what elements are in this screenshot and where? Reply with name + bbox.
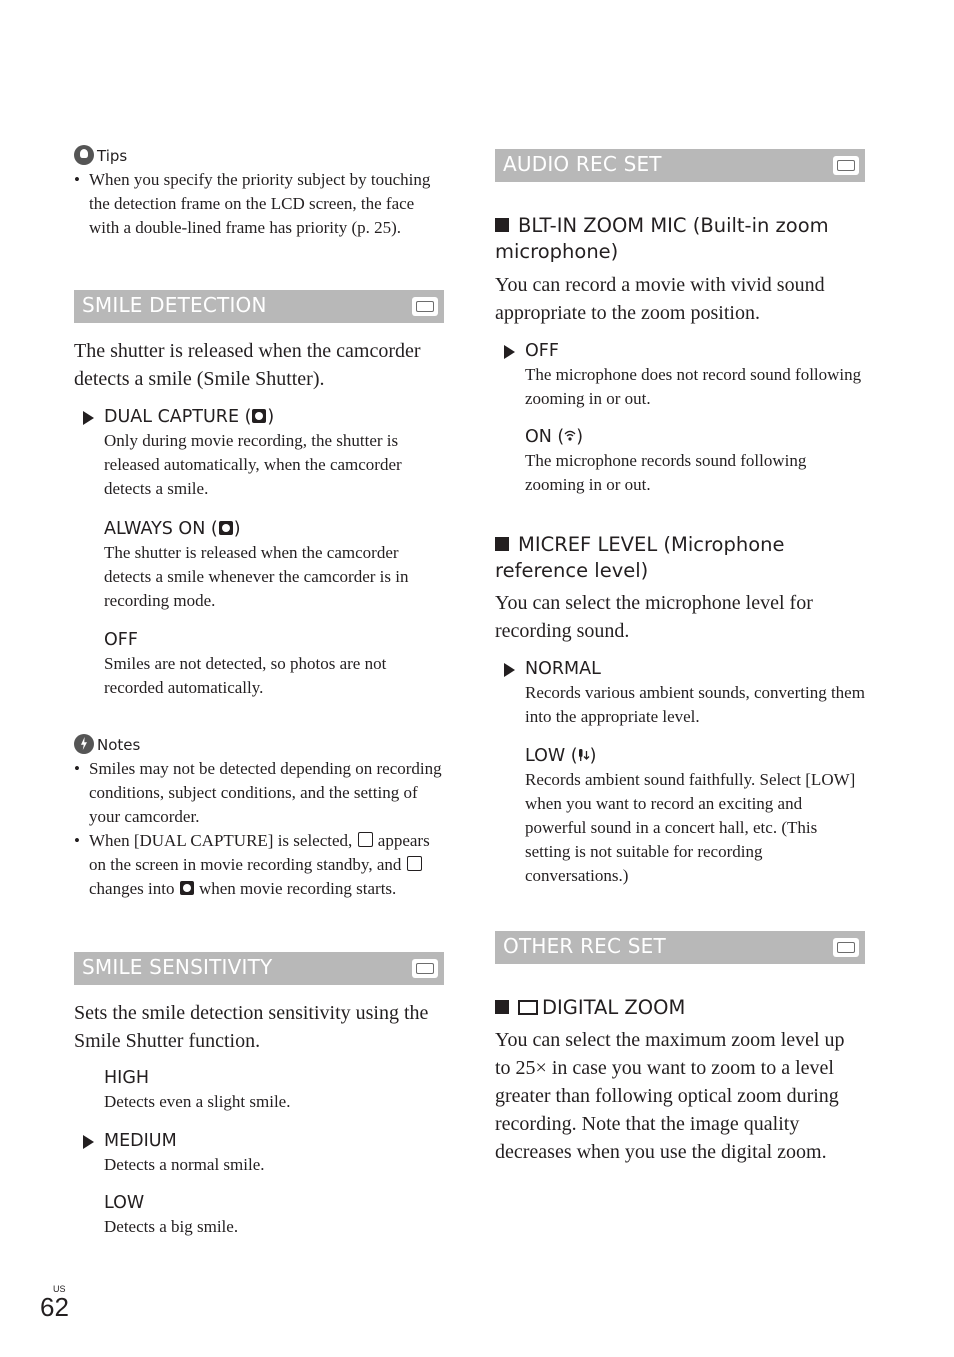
option-title: OFF	[104, 630, 138, 650]
camcorder-icon	[412, 297, 438, 316]
option-low	[104, 1191, 444, 1239]
option-high	[104, 1066, 444, 1114]
tips-label: Tips	[97, 147, 128, 165]
smile-detection-intro: The shutter is released when the camcorder detects a smile (Smile Shutter).	[74, 340, 421, 390]
option-title-end: )	[576, 427, 584, 447]
smile-capture-icon	[180, 881, 194, 895]
tips-item: • When you specify the priority subject by touching the detection frame on the LCD screen, the face with a double-lined frame has priority (p. 25).	[74, 168, 444, 240]
zoom-mic-intro: You can record a movie with vivid sound appropriate to the zoom position.	[495, 274, 825, 324]
notes-item: • Smiles may not be detected depending on recording conditions, subject conditions, and the setting of your camcorder.	[74, 757, 444, 829]
smile-sensitivity-intro: Sets the smile detection sensitivity using the Smile Shutter function.	[74, 1002, 429, 1052]
smile-capture-icon	[219, 521, 233, 535]
notes-item-part: changes into	[89, 879, 175, 898]
smile-capture-icon	[252, 409, 266, 423]
smile-standby-icon	[358, 832, 373, 847]
smile-standby-icon	[407, 856, 422, 871]
black-square-icon	[495, 218, 509, 232]
option-zoom-mic-off	[525, 339, 865, 411]
option-always-on	[104, 517, 444, 613]
page-locale: US	[53, 1284, 66, 1294]
mic-low-icon	[578, 748, 590, 762]
option-title-end: )	[233, 519, 241, 539]
option-title: ON (	[525, 427, 565, 447]
movie-film-icon	[518, 1000, 538, 1015]
option-off	[104, 628, 444, 700]
option-title: HIGH	[104, 1068, 150, 1088]
micref-title	[495, 532, 865, 584]
notes-section	[74, 734, 444, 901]
camcorder-icon	[833, 156, 859, 175]
zoom-mic-title-text: BLT-IN ZOOM MIC (Built-in zoom microphone)	[495, 214, 829, 263]
option-desc: Detects a big smile.	[104, 1217, 239, 1236]
audio-rec-set-heading-text: AUDIO REC SET	[503, 152, 662, 176]
option-title: ALWAYS ON (	[104, 519, 218, 539]
option-dual-capture	[104, 405, 444, 501]
option-desc: The microphone records sound following zooming in or out.	[525, 451, 807, 494]
black-square-icon	[495, 1000, 509, 1014]
lightbulb-icon	[74, 145, 94, 165]
micref-title-text: MICREF LEVEL (Microphone reference level)	[495, 533, 785, 582]
option-desc: The microphone does not record sound following zooming in or out.	[525, 365, 862, 408]
option-desc: Smiles are not detected, so photos are not recorded automatically.	[104, 654, 387, 697]
option-title-end: )	[267, 407, 275, 427]
option-title: MEDIUM	[104, 1131, 177, 1151]
option-title: OFF	[525, 341, 559, 361]
option-micref-normal	[525, 657, 865, 729]
notes-item-part: When [DUAL CAPTURE] is selected,	[89, 831, 353, 850]
smile-sensitivity-heading	[74, 952, 444, 985]
option-desc: Detects a normal smile.	[104, 1155, 265, 1174]
camcorder-icon	[412, 959, 438, 978]
option-desc: Records ambient sound faithfully. Select [LOW] when you want to record an exciting and powerful sound in a concert hall, etc. (This setting is not suitable for recording conversations.)	[525, 770, 856, 885]
option-title: DUAL CAPTURE (	[104, 407, 252, 427]
camcorder-icon	[833, 938, 859, 957]
zoom-mic-title	[495, 213, 865, 265]
digital-zoom-title-text: DIGITAL ZOOM	[542, 996, 686, 1019]
default-arrow-icon	[83, 411, 94, 425]
other-rec-set-heading-text: OTHER REC SET	[503, 934, 666, 958]
zoom-mic-icon	[564, 429, 576, 443]
digital-zoom-title	[495, 995, 865, 1021]
smile-sensitivity-heading-text: SMILE SENSITIVITY	[82, 955, 273, 979]
option-title: LOW (	[525, 746, 578, 766]
notes-item-part: when movie recording starts.	[198, 879, 397, 898]
digital-zoom-intro: You can select the maximum zoom level up to 25× in case you want to zoom to a level greater than following optical zoom during recording. Note that the image quality decreases when you use the digital zoom.	[495, 1029, 845, 1163]
default-arrow-icon	[504, 663, 515, 677]
option-desc: Records various ambient sounds, converting them into the appropriate level.	[525, 683, 865, 726]
smile-detection-heading	[74, 290, 444, 323]
notes-label: Notes	[97, 736, 141, 754]
page-number: 62	[40, 1292, 69, 1322]
other-rec-set-heading	[495, 931, 865, 964]
option-title: LOW	[104, 1193, 145, 1213]
tips-section	[74, 145, 444, 240]
notes-item	[74, 829, 444, 901]
option-medium	[104, 1129, 444, 1177]
option-desc: The shutter is released when the camcorder detects a smile whenever the camcorder is in recording mode.	[104, 543, 409, 610]
option-zoom-mic-on	[525, 425, 865, 497]
audio-rec-set-heading	[495, 149, 865, 182]
smile-detection-heading-text: SMILE DETECTION	[82, 293, 267, 317]
lightning-icon	[74, 734, 94, 754]
notes-item-part: appears on the screen in movie recording standby, and	[89, 831, 430, 874]
micref-intro: You can select the microphone level for recording sound.	[495, 592, 813, 642]
default-arrow-icon	[504, 345, 515, 359]
option-desc: Detects even a slight smile.	[104, 1092, 291, 1111]
option-title-end: )	[589, 746, 597, 766]
option-desc: Only during movie recording, the shutter is released automatically, when the camcorder detects a smile.	[104, 431, 402, 498]
option-title: NORMAL	[525, 659, 601, 679]
default-arrow-icon	[83, 1135, 94, 1149]
option-micref-low	[525, 744, 865, 888]
black-square-icon	[495, 537, 509, 551]
